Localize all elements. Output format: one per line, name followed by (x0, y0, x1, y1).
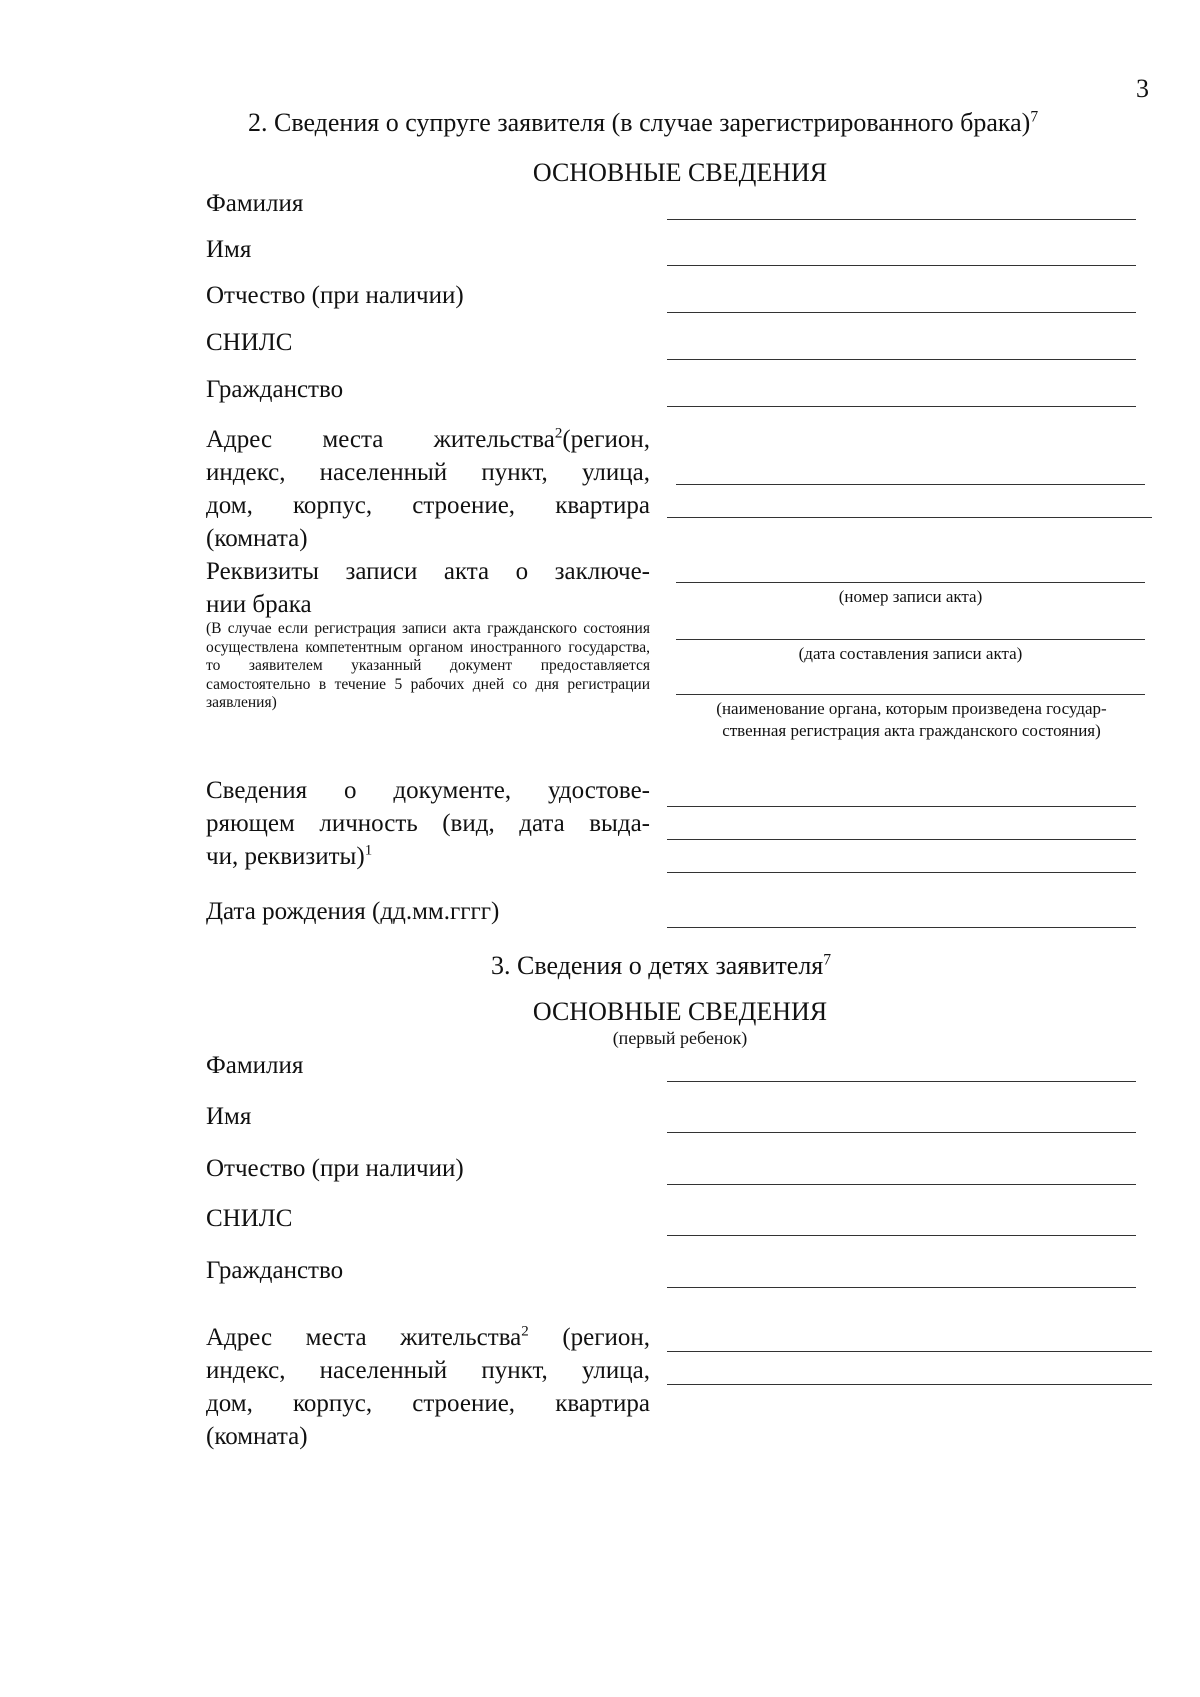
spouse-id-document-label: Сведения о документе, удостове- ряющем личность (вид, дата выда- чи, реквизиты)$^1$ (206, 777, 650, 870)
children-heading-footnote: 7 (823, 951, 832, 969)
spouse-marriage-record-label: Реквизиты записи акта о заключе- нии брака (206, 558, 650, 618)
spouse-subheading: ОСНОВНЫЕ СВЕДЕНИЯ (532, 158, 828, 187)
spouse-id-document-field-1[interactable] (667, 806, 1136, 807)
child-name-field[interactable] (667, 1132, 1136, 1133)
child-patronymic-label: Отчество (при наличии) (206, 1155, 464, 1182)
record-date-field[interactable] (676, 639, 1145, 640)
child-address-field-1[interactable] (667, 1351, 1152, 1352)
children-section-heading (491, 951, 831, 981)
spouse-snils-field[interactable] (667, 359, 1136, 360)
spouse-name-label: Имя (206, 236, 252, 263)
child-surname-label: Фамилия (206, 1052, 304, 1079)
spouse-birth-date-field[interactable] (667, 927, 1136, 928)
spouse-birth-date-label: Дата рождения (дд.мм.гггг) (206, 898, 500, 925)
child-name-label: Имя (206, 1103, 252, 1130)
children-heading-text: 3. Сведения о детях заявителя (491, 951, 824, 980)
child-citizenship-field[interactable] (667, 1287, 1136, 1288)
record-date-caption: (дата составления записи акта) (798, 644, 1023, 663)
child-address-label: Адрес места жительства$^2$ (регион, индекс, населенный пункт, улица, дом, корпус, строение, квартира (комната) (206, 1323, 651, 1450)
spouse-address-field-1[interactable] (676, 484, 1145, 485)
child-snils-field[interactable] (667, 1235, 1136, 1236)
spouse-section-heading (248, 108, 1038, 138)
page-number: 3 (1136, 74, 1149, 103)
spouse-heading-text: 2. Сведения о супруге заявителя (в случае зарегистрированного брака) (248, 108, 1031, 137)
spouse-id-document-field-3[interactable] (667, 872, 1136, 873)
child-citizenship-label: Гражданство (206, 1257, 344, 1284)
children-subheading: ОСНОВНЫЕ СВЕДЕНИЯ (532, 997, 828, 1026)
spouse-patronymic-field[interactable] (667, 312, 1136, 313)
spouse-snils-label: СНИЛС (206, 329, 293, 356)
spouse-address-field-2[interactable] (667, 517, 1152, 518)
spouse-citizenship-label: Гражданство (206, 376, 344, 403)
child-address-field-2[interactable] (667, 1384, 1152, 1385)
spouse-name-field[interactable] (667, 265, 1136, 266)
record-number-caption: (номер записи акта) (838, 587, 983, 606)
spouse-heading-footnote: 7 (1030, 108, 1039, 126)
spouse-marriage-record-note: (В случае если регистрация записи акта гражданского состояния осуществлена компетентным органом иностранного государства, то заявителем указанный документ предоставляется самостоятельно в течение 5 рабочих дней со дня регистрации заявления) (206, 620, 650, 711)
spouse-address-label: Адрес места жительства$^2$(регион, индекс, населенный пункт, улица, дом, корпус, строение, квартира (комната) (206, 425, 650, 552)
child-snils-label: СНИЛС (206, 1205, 293, 1232)
child-ordinal-note: (первый ребенок) (612, 1028, 748, 1048)
record-number-field[interactable] (676, 582, 1145, 583)
spouse-surname-label: Фамилия (206, 190, 304, 217)
spouse-patronymic-label: Отчество (при наличии) (206, 282, 464, 309)
spouse-id-document-field-2[interactable] (667, 839, 1136, 840)
registering-authority-field[interactable] (676, 694, 1145, 695)
registering-authority-caption: (наименование органа, которым произведена государ- ственная регистрация акта гражданского состояния) (716, 699, 1107, 740)
child-patronymic-field[interactable] (667, 1184, 1136, 1185)
child-surname-field[interactable] (667, 1081, 1136, 1082)
spouse-citizenship-field[interactable] (667, 406, 1136, 407)
spouse-surname-field[interactable] (667, 219, 1136, 220)
